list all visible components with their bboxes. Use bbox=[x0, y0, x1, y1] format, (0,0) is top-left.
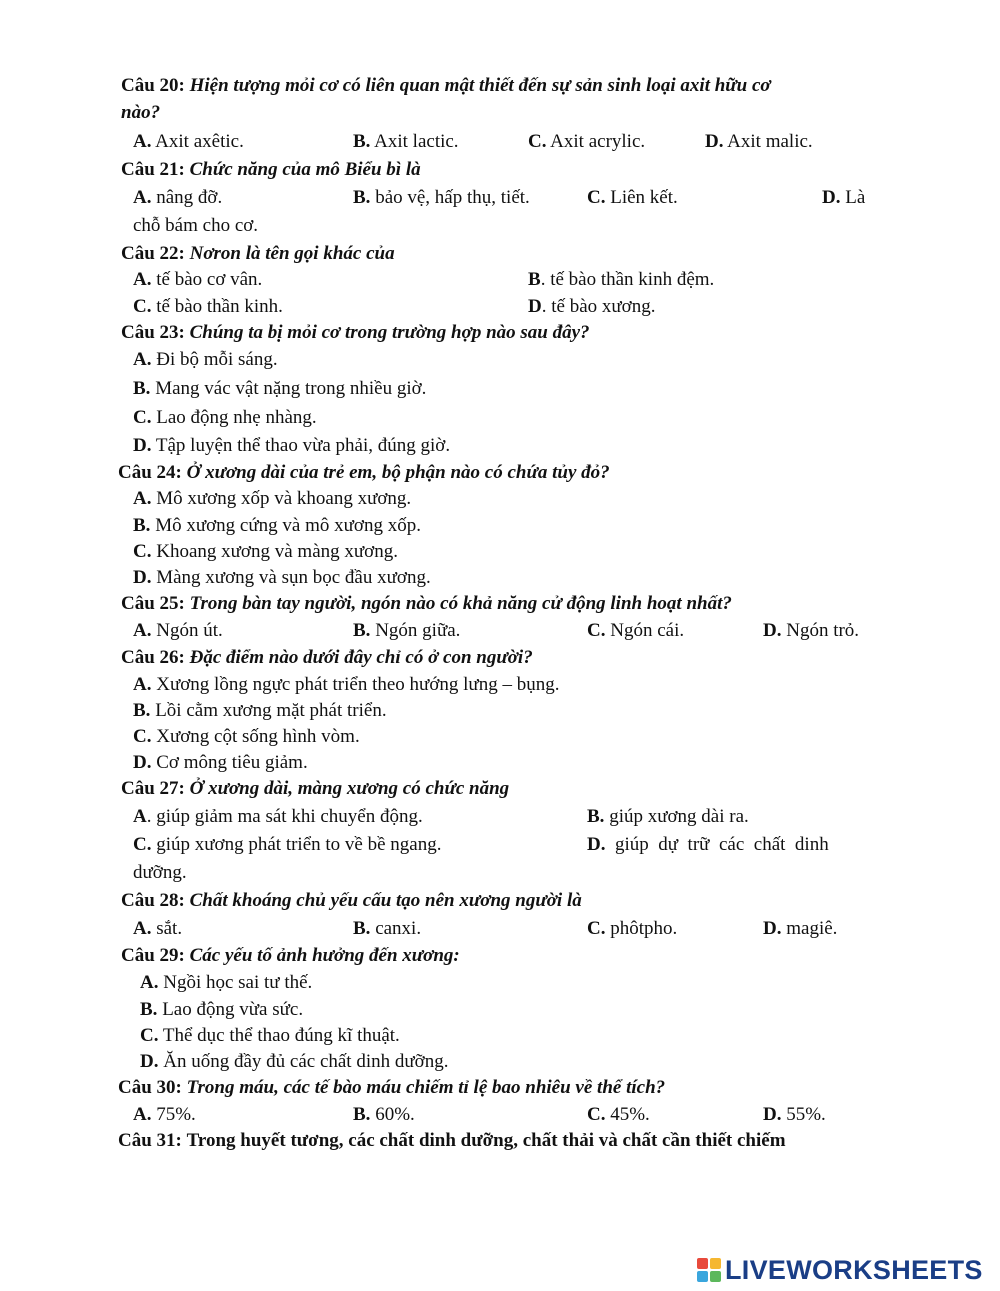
option-b[interactable] bbox=[353, 917, 421, 941]
option-a[interactable] bbox=[133, 130, 244, 154]
option-a[interactable] bbox=[133, 619, 223, 643]
option-label: C. bbox=[133, 834, 152, 855]
option-d[interactable] bbox=[705, 130, 813, 154]
question-text: Đặc điểm nào dưới đây chỉ có ở con người? bbox=[189, 647, 533, 668]
option-c[interactable] bbox=[587, 1103, 650, 1127]
option-a[interactable] bbox=[133, 186, 222, 210]
option-label: C. bbox=[133, 541, 152, 562]
option-label: C. bbox=[587, 918, 606, 939]
option-text: Ngồi học sai tư thế. bbox=[158, 972, 313, 993]
option-label: D. bbox=[587, 834, 606, 855]
question-text: Ở xương dài, màng xương có chức năng bbox=[189, 778, 510, 799]
option-a[interactable] bbox=[140, 971, 312, 995]
option-text: magiê. bbox=[781, 918, 838, 939]
option-label: C. bbox=[133, 296, 152, 317]
option-label: A. bbox=[133, 187, 152, 208]
option-text: bảo vệ, hấp thụ, tiết. bbox=[370, 187, 530, 208]
option-label: A. bbox=[133, 620, 152, 641]
option-label: B. bbox=[133, 378, 151, 399]
option-d[interactable] bbox=[140, 1050, 448, 1074]
question-text: Trong huyết tương, các chất dinh dưỡng, chất thải và chất cần thiết chiếm bbox=[186, 1130, 786, 1151]
question-30-title bbox=[118, 1076, 665, 1100]
option-text: Tập luyện thể thao vừa phải, đúng giờ. bbox=[151, 435, 451, 456]
option-c[interactable] bbox=[587, 186, 678, 210]
option-text: canxi. bbox=[370, 918, 422, 939]
option-label: B. bbox=[587, 806, 605, 827]
option-label: B. bbox=[353, 1104, 371, 1125]
option-text: sắt. bbox=[151, 918, 183, 939]
question-27-title bbox=[121, 777, 509, 801]
option-text: Ngón út. bbox=[151, 620, 223, 641]
question-text: Các yếu tố ảnh hưởng đến xương: bbox=[189, 945, 460, 966]
option-label: B. bbox=[353, 131, 371, 152]
question-21-title bbox=[121, 158, 421, 182]
option-c[interactable] bbox=[528, 130, 645, 154]
option-label: C. bbox=[133, 407, 152, 428]
option-d[interactable] bbox=[822, 186, 865, 210]
option-label: B. bbox=[353, 918, 371, 939]
liveworksheets-logo bbox=[697, 1254, 983, 1286]
option-a[interactable] bbox=[133, 673, 559, 697]
question-text-continued: nào? bbox=[121, 102, 161, 123]
option-label: D. bbox=[133, 752, 152, 773]
question-number: Câu 25: bbox=[121, 593, 185, 614]
option-a[interactable] bbox=[133, 805, 423, 829]
option-label: C. bbox=[133, 726, 152, 747]
option-label: C. bbox=[528, 131, 547, 152]
option-text: Mang vác vật nặng trong nhiều giờ. bbox=[150, 378, 427, 399]
question-number: Câu 22: bbox=[121, 243, 185, 264]
option-label: D. bbox=[822, 187, 841, 208]
option-text: Axit malic. bbox=[723, 131, 813, 152]
question-24-title bbox=[118, 461, 610, 485]
option-text: tế bào cơ vân. bbox=[151, 269, 263, 290]
option-label: A. bbox=[133, 674, 152, 695]
option-text: Ngón giữa. bbox=[370, 620, 461, 641]
option-b[interactable] bbox=[353, 619, 460, 643]
option-d-wrap: chỗ bám cho cơ. bbox=[133, 215, 259, 236]
question-number: Câu 31: bbox=[118, 1130, 182, 1151]
option-c[interactable] bbox=[587, 619, 684, 643]
option-text: giúp xương phát triển to về bề ngang. bbox=[151, 834, 442, 855]
option-label: A. bbox=[133, 269, 152, 290]
option-c[interactable] bbox=[133, 833, 441, 857]
option-label: C. bbox=[587, 1104, 606, 1125]
option-text: . tế bào thần kinh đệm. bbox=[540, 269, 715, 290]
option-text: 55%. bbox=[781, 1104, 826, 1125]
option-text: Xương lồng ngực phát triển theo hướng lưng – bụng. bbox=[151, 674, 560, 695]
option-text: Là bbox=[840, 187, 866, 208]
option-a[interactable] bbox=[133, 268, 262, 292]
option-a[interactable] bbox=[133, 1103, 196, 1127]
option-text: Liên kết. bbox=[605, 187, 678, 208]
question-26-title bbox=[121, 646, 533, 670]
option-b[interactable] bbox=[133, 514, 421, 538]
option-text: Lao động vừa sức. bbox=[157, 999, 304, 1020]
option-b[interactable] bbox=[528, 268, 714, 292]
option-text: 75%. bbox=[151, 1104, 196, 1125]
question-25-title bbox=[121, 592, 732, 616]
option-text: 60%. bbox=[370, 1104, 415, 1125]
option-text: Mô xương xốp và khoang xương. bbox=[151, 488, 412, 509]
option-text: Cơ mông tiêu giảm. bbox=[151, 752, 308, 773]
option-text: Màng xương và sụn bọc đầu xương. bbox=[151, 567, 431, 588]
option-label: D bbox=[528, 296, 542, 317]
option-b[interactable] bbox=[140, 998, 303, 1022]
option-a[interactable] bbox=[133, 487, 411, 511]
option-d[interactable] bbox=[133, 751, 308, 775]
option-d[interactable] bbox=[763, 1103, 826, 1127]
option-text: Axit axêtic. bbox=[151, 131, 244, 152]
option-text: Lao động nhẹ nhàng. bbox=[151, 407, 317, 428]
question-number: Câu 23: bbox=[121, 322, 185, 343]
option-text: Axit lactic. bbox=[370, 131, 459, 152]
option-text: phôtpho. bbox=[605, 918, 678, 939]
question-text: Trong bàn tay người, ngón nào có khả năng cử động linh hoạt nhất? bbox=[189, 593, 732, 614]
option-label: A. bbox=[133, 918, 152, 939]
option-c[interactable] bbox=[133, 725, 360, 749]
logo-text: LIVEWORKSHEETS bbox=[725, 1254, 983, 1285]
option-text: Ăn uống đầy đủ các chất dinh dưỡng. bbox=[158, 1051, 449, 1072]
option-label: D. bbox=[763, 918, 782, 939]
question-20-title bbox=[121, 74, 771, 98]
option-text: Ngón trỏ. bbox=[781, 620, 860, 641]
option-label: D. bbox=[133, 435, 152, 456]
option-text: Lồi cằm xương mặt phát triển. bbox=[150, 700, 387, 721]
option-d[interactable] bbox=[133, 566, 431, 590]
option-text: Axit acrylic. bbox=[546, 131, 646, 152]
option-c[interactable] bbox=[133, 540, 398, 564]
option-text: Xương cột sống hình vòm. bbox=[151, 726, 360, 747]
option-label: D. bbox=[140, 1051, 159, 1072]
option-label: B. bbox=[133, 515, 151, 536]
option-label: B. bbox=[133, 700, 151, 721]
option-label: A. bbox=[133, 1104, 152, 1125]
question-22-title bbox=[121, 242, 395, 266]
option-text: Ngón cái. bbox=[605, 620, 685, 641]
option-c[interactable] bbox=[133, 406, 317, 430]
question-number: Câu 21: bbox=[121, 159, 185, 180]
option-b[interactable] bbox=[587, 805, 749, 829]
question-number: Câu 29: bbox=[121, 945, 185, 966]
option-c[interactable] bbox=[587, 917, 677, 941]
option-text: Thể dục thể thao đúng kĩ thuật. bbox=[158, 1025, 400, 1046]
question-31-title bbox=[118, 1129, 786, 1153]
option-text: . tế bào xương. bbox=[541, 296, 656, 317]
option-label: B. bbox=[140, 999, 158, 1020]
option-d[interactable] bbox=[528, 295, 655, 319]
option-text: tế bào thần kinh. bbox=[151, 296, 283, 317]
option-label: C. bbox=[587, 187, 606, 208]
option-c[interactable] bbox=[140, 1024, 400, 1048]
question-text: Nơron là tên gọi khác của bbox=[189, 243, 395, 264]
option-label: A. bbox=[133, 349, 152, 370]
question-number: Câu 28: bbox=[121, 890, 185, 911]
option-b[interactable] bbox=[133, 377, 426, 401]
option-text: Khoang xương và màng xương. bbox=[151, 541, 398, 562]
option-label: A. bbox=[140, 972, 159, 993]
option-label: C. bbox=[140, 1025, 159, 1046]
option-b[interactable] bbox=[133, 699, 387, 723]
option-text: giúp dự trữ các chất dinh bbox=[605, 834, 829, 855]
question-text: Chức năng của mô Biểu bì là bbox=[189, 159, 421, 180]
question-number: Câu 30: bbox=[118, 1077, 182, 1098]
option-text: Đi bộ mỗi sáng. bbox=[151, 349, 278, 370]
option-text: giúp xương dài ra. bbox=[604, 806, 749, 827]
option-label: D. bbox=[133, 567, 152, 588]
option-a[interactable] bbox=[133, 348, 278, 372]
option-d[interactable] bbox=[763, 917, 837, 941]
option-a[interactable] bbox=[133, 917, 182, 941]
option-label: D. bbox=[763, 1104, 782, 1125]
question-number: Câu 24: bbox=[118, 462, 182, 483]
option-label: B. bbox=[353, 187, 371, 208]
question-29-title bbox=[121, 944, 460, 968]
option-label: B. bbox=[353, 620, 371, 641]
question-28-title bbox=[121, 889, 582, 913]
option-d-wrap: dưỡng. bbox=[133, 862, 187, 883]
option-label: A. bbox=[133, 488, 152, 509]
option-text: nâng đỡ. bbox=[151, 187, 223, 208]
option-text: 45%. bbox=[605, 1104, 650, 1125]
option-d[interactable] bbox=[133, 434, 450, 458]
option-d[interactable] bbox=[763, 619, 859, 643]
option-text: . giúp giảm ma sát khi chuyển động. bbox=[146, 806, 423, 827]
question-text: Ở xương dài của trẻ em, bộ phận nào có chứa tủy đỏ? bbox=[186, 462, 610, 483]
question-text: Chất khoáng chủ yếu cấu tạo nên xương người là bbox=[189, 890, 582, 911]
option-b[interactable] bbox=[353, 130, 459, 154]
question-text: Hiện tượng mỏi cơ có liên quan mật thiết đến sự sản sinh loại axit hữu cơ bbox=[189, 75, 771, 96]
option-label: D. bbox=[705, 131, 724, 152]
option-label: C. bbox=[587, 620, 606, 641]
option-label: D. bbox=[763, 620, 782, 641]
option-c[interactable] bbox=[133, 295, 283, 319]
option-d[interactable] bbox=[587, 833, 829, 857]
option-b[interactable] bbox=[353, 186, 530, 210]
question-text: Chúng ta bị mỏi cơ trong trường hợp nào sau đây? bbox=[189, 322, 590, 343]
option-label: B bbox=[528, 269, 541, 290]
option-b[interactable] bbox=[353, 1103, 415, 1127]
question-number: Câu 27: bbox=[121, 778, 185, 799]
option-label: A. bbox=[133, 131, 152, 152]
option-text: Mô xương cứng và mô xương xốp. bbox=[150, 515, 421, 536]
option-label: A bbox=[133, 806, 147, 827]
question-number: Câu 20: bbox=[121, 75, 185, 96]
question-number: Câu 26: bbox=[121, 647, 185, 668]
logo-mark-icon bbox=[697, 1258, 721, 1282]
question-text: Trong máu, các tế bào máu chiếm tỉ lệ bao nhiêu về thể tích? bbox=[186, 1077, 666, 1098]
question-23-title bbox=[121, 321, 590, 345]
